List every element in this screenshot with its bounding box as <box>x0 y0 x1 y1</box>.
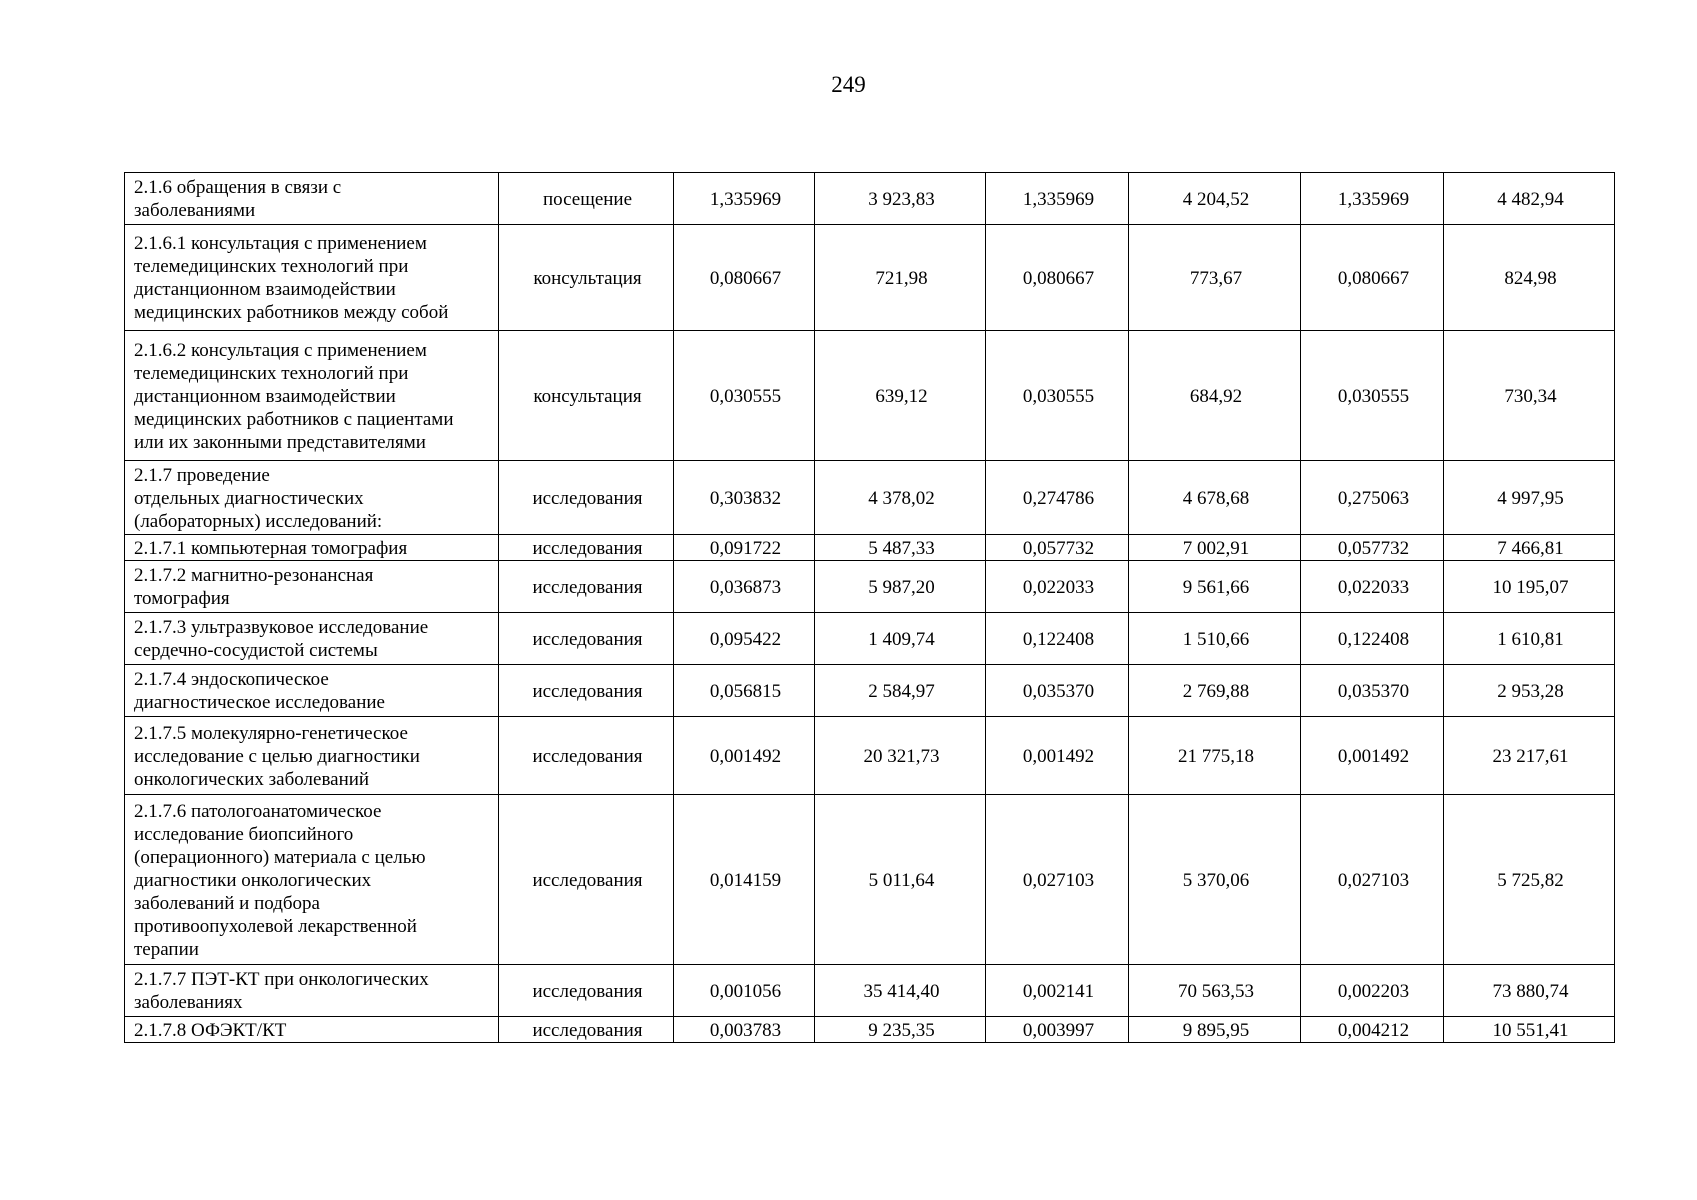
value-cell-2: 1 409,74 <box>815 613 986 665</box>
value-cell-5: 0,122408 <box>1301 613 1444 665</box>
row-name-cell: 2.1.7.2 магнитно-резонансная томография <box>125 561 499 613</box>
row-name-cell: 2.1.6 обращения в связи с заболеваниями <box>125 173 499 225</box>
value-cell-3: 0,027103 <box>986 795 1129 965</box>
value-cell-5: 0,035370 <box>1301 665 1444 717</box>
value-cell-2: 3 923,83 <box>815 173 986 225</box>
value-cell-5: 0,022033 <box>1301 561 1444 613</box>
value-cell-1: 0,091722 <box>674 535 815 561</box>
table-row <box>125 665 1615 717</box>
row-name-cell: 2.1.7.3 ультразвуковое исследование сердечно-сосудистой системы <box>125 613 499 665</box>
value-cell-3: 0,080667 <box>986 225 1129 331</box>
value-cell-3: 0,274786 <box>986 461 1129 535</box>
value-cell-3: 1,335969 <box>986 173 1129 225</box>
table-row <box>125 1017 1615 1043</box>
value-cell-2: 639,12 <box>815 331 986 461</box>
value-cell-3: 0,022033 <box>986 561 1129 613</box>
table-row <box>125 173 1615 225</box>
table-row <box>125 331 1615 461</box>
value-cell-4: 2 769,88 <box>1129 665 1301 717</box>
unit-cell: исследования <box>499 795 674 965</box>
row-name-cell: 2.1.7.4 эндоскопическое диагностическое исследование <box>125 665 499 717</box>
value-cell-1: 0,001492 <box>674 717 815 795</box>
value-cell-6: 7 466,81 <box>1444 535 1615 561</box>
value-cell-6: 730,34 <box>1444 331 1615 461</box>
unit-cell: консультация <box>499 331 674 461</box>
row-name-cell: 2.1.6.1 консультация с применением телемедицинских технологий при дистанционном взаимодействии медицинских работников между собой <box>125 225 499 331</box>
value-cell-1: 0,080667 <box>674 225 815 331</box>
value-cell-1: 0,095422 <box>674 613 815 665</box>
table-row <box>125 225 1615 331</box>
value-cell-4: 9 561,66 <box>1129 561 1301 613</box>
value-cell-5: 0,002203 <box>1301 965 1444 1017</box>
unit-cell: исследования <box>499 665 674 717</box>
value-cell-1: 0,036873 <box>674 561 815 613</box>
value-cell-1: 0,001056 <box>674 965 815 1017</box>
unit-cell: консультация <box>499 225 674 331</box>
row-name-cell: 2.1.7.5 молекулярно-генетическое исследование с целью диагностики онкологических заболеваний <box>125 717 499 795</box>
value-cell-5: 0,001492 <box>1301 717 1444 795</box>
unit-cell: посещение <box>499 173 674 225</box>
value-cell-3: 0,035370 <box>986 665 1129 717</box>
value-cell-4: 7 002,91 <box>1129 535 1301 561</box>
value-cell-5: 0,057732 <box>1301 535 1444 561</box>
value-cell-5: 0,080667 <box>1301 225 1444 331</box>
unit-cell: исследования <box>499 461 674 535</box>
table-body <box>125 173 1615 1043</box>
value-cell-2: 5 987,20 <box>815 561 986 613</box>
data-table <box>124 172 1615 1043</box>
value-cell-5: 0,004212 <box>1301 1017 1444 1043</box>
value-cell-2: 4 378,02 <box>815 461 986 535</box>
row-name-cell: 2.1.7.7 ПЭТ-КТ при онкологических заболеваниях <box>125 965 499 1017</box>
value-cell-4: 21 775,18 <box>1129 717 1301 795</box>
value-cell-1: 1,335969 <box>674 173 815 225</box>
value-cell-1: 0,003783 <box>674 1017 815 1043</box>
value-cell-3: 0,002141 <box>986 965 1129 1017</box>
value-cell-5: 1,335969 <box>1301 173 1444 225</box>
value-cell-1: 0,030555 <box>674 331 815 461</box>
value-cell-2: 2 584,97 <box>815 665 986 717</box>
value-cell-2: 35 414,40 <box>815 965 986 1017</box>
value-cell-6: 4 997,95 <box>1444 461 1615 535</box>
value-cell-6: 1 610,81 <box>1444 613 1615 665</box>
unit-cell: исследования <box>499 1017 674 1043</box>
value-cell-5: 0,275063 <box>1301 461 1444 535</box>
table-row <box>125 795 1615 965</box>
unit-cell: исследования <box>499 965 674 1017</box>
value-cell-4: 70 563,53 <box>1129 965 1301 1017</box>
value-cell-5: 0,030555 <box>1301 331 1444 461</box>
row-name-cell: 2.1.6.2 консультация с применением телемедицинских технологий при дистанционном взаимодействии медицинских работников с пациентами или их законными представителями <box>125 331 499 461</box>
table-row <box>125 965 1615 1017</box>
value-cell-1: 0,303832 <box>674 461 815 535</box>
page-number: 249 <box>831 72 866 97</box>
unit-cell: исследования <box>499 535 674 561</box>
value-cell-6: 5 725,82 <box>1444 795 1615 965</box>
value-cell-3: 0,057732 <box>986 535 1129 561</box>
value-cell-2: 721,98 <box>815 225 986 331</box>
value-cell-6: 10 551,41 <box>1444 1017 1615 1043</box>
row-name-cell: 2.1.7.1 компьютерная томография <box>125 535 499 561</box>
value-cell-3: 0,122408 <box>986 613 1129 665</box>
value-cell-2: 9 235,35 <box>815 1017 986 1043</box>
value-cell-1: 0,056815 <box>674 665 815 717</box>
value-cell-4: 5 370,06 <box>1129 795 1301 965</box>
row-name-cell: 2.1.7.8 ОФЭКТ/КТ <box>125 1017 499 1043</box>
unit-cell: исследования <box>499 717 674 795</box>
value-cell-6: 824,98 <box>1444 225 1615 331</box>
value-cell-6: 2 953,28 <box>1444 665 1615 717</box>
value-cell-2: 5 487,33 <box>815 535 986 561</box>
table-row <box>125 717 1615 795</box>
value-cell-2: 20 321,73 <box>815 717 986 795</box>
value-cell-3: 0,001492 <box>986 717 1129 795</box>
value-cell-6: 10 195,07 <box>1444 561 1615 613</box>
value-cell-3: 0,030555 <box>986 331 1129 461</box>
value-cell-4: 4 678,68 <box>1129 461 1301 535</box>
value-cell-3: 0,003997 <box>986 1017 1129 1043</box>
value-cell-4: 773,67 <box>1129 225 1301 331</box>
value-cell-4: 1 510,66 <box>1129 613 1301 665</box>
value-cell-6: 4 482,94 <box>1444 173 1615 225</box>
value-cell-1: 0,014159 <box>674 795 815 965</box>
value-cell-4: 4 204,52 <box>1129 173 1301 225</box>
table-row <box>125 461 1615 535</box>
value-cell-6: 73 880,74 <box>1444 965 1615 1017</box>
row-name-cell: 2.1.7 проведение отдельных диагностических (лабораторных) исследований: <box>125 461 499 535</box>
unit-cell: исследования <box>499 613 674 665</box>
value-cell-6: 23 217,61 <box>1444 717 1615 795</box>
value-cell-2: 5 011,64 <box>815 795 986 965</box>
value-cell-5: 0,027103 <box>1301 795 1444 965</box>
table-row <box>125 535 1615 561</box>
value-cell-4: 684,92 <box>1129 331 1301 461</box>
table-row <box>125 561 1615 613</box>
row-name-cell: 2.1.7.6 патологоанатомическое исследование биопсийного (операционного) материала с целью диагностики онкологических заболеваний и подбора противоопухолевой лекарственной терапии <box>125 795 499 965</box>
value-cell-4: 9 895,95 <box>1129 1017 1301 1043</box>
unit-cell: исследования <box>499 561 674 613</box>
table-row <box>125 613 1615 665</box>
